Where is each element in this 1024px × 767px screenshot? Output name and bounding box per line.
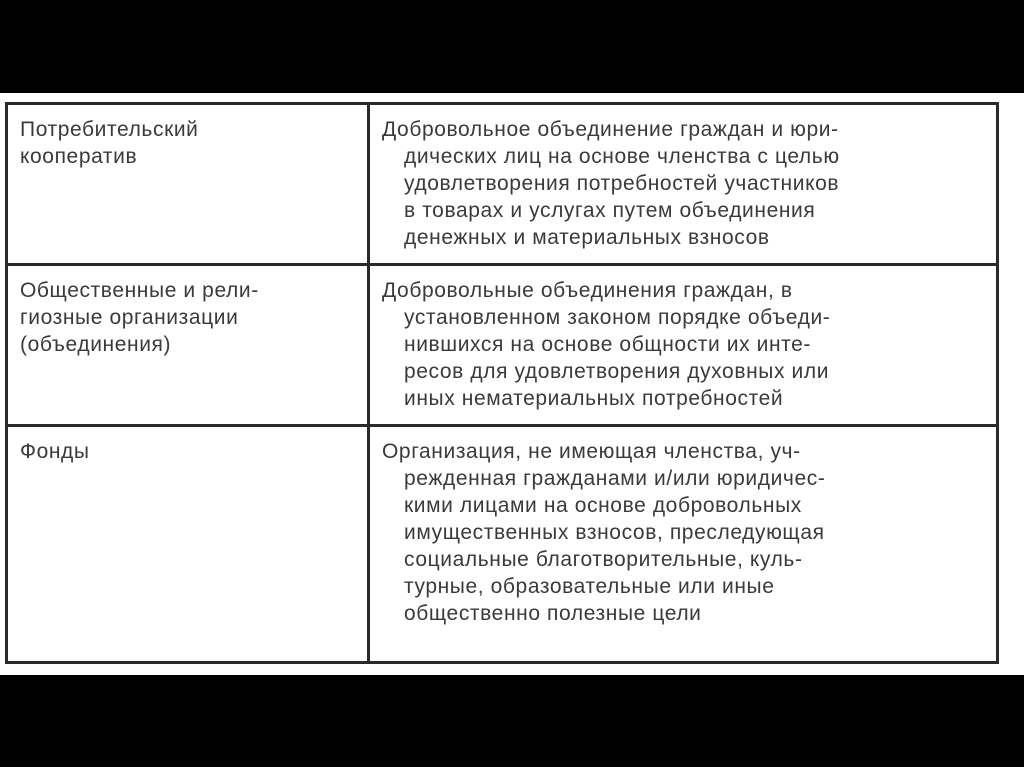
definition-line: кими лицами на основе добровольных	[404, 494, 802, 517]
definition-line: иных нематериальных потребностей	[404, 387, 784, 410]
definition-line: ресов для удовлетворения духовных или	[404, 360, 830, 383]
document-page	[0, 93, 1024, 675]
table-row	[7, 104, 998, 265]
definition-line: режденная гражданами и/или юридичес-	[404, 467, 826, 490]
definition-line: установленном законом порядке объеди-	[404, 306, 831, 329]
definition-line: в товарах и услугах путем объединения	[404, 199, 816, 222]
definition-cell	[369, 265, 998, 426]
definition-line: дических лиц на основе членства с целью	[404, 145, 840, 168]
definition-cell	[369, 426, 998, 663]
term-cell	[7, 104, 369, 265]
definition-line: нившихся на основе общности их инте-	[404, 333, 812, 356]
term-line: Потребительский	[20, 118, 199, 141]
definition-line: имущественных взносов, преследующая	[404, 521, 825, 544]
term-line: Общественные и рели-	[20, 279, 259, 302]
definition-line: социальные благотворительные, куль-	[404, 548, 803, 571]
definitions-table	[5, 102, 999, 664]
definition-line: Добровольное объединение граждан и юри-	[382, 118, 839, 141]
definition-line: Добровольные объединения граждан, в	[382, 279, 793, 302]
table-row	[7, 426, 998, 663]
term-line: гиозные организации	[20, 306, 239, 329]
term-line: (объединения)	[20, 333, 172, 356]
term-line: Фонды	[20, 440, 90, 463]
definition-line: денежных и материальных взносов	[404, 226, 770, 249]
definition-line: турные, образовательные или иные	[404, 575, 775, 598]
definition-line: Организация, не имеющая членства, уч-	[382, 440, 801, 463]
definition-line: удовлетворения потребностей участников	[404, 172, 840, 195]
term-cell	[7, 426, 369, 663]
definition-cell	[369, 104, 998, 265]
definition-line: общественно полезные цели	[404, 602, 702, 625]
table-row	[7, 265, 998, 426]
term-cell	[7, 265, 369, 426]
term-line: кооператив	[20, 145, 138, 168]
